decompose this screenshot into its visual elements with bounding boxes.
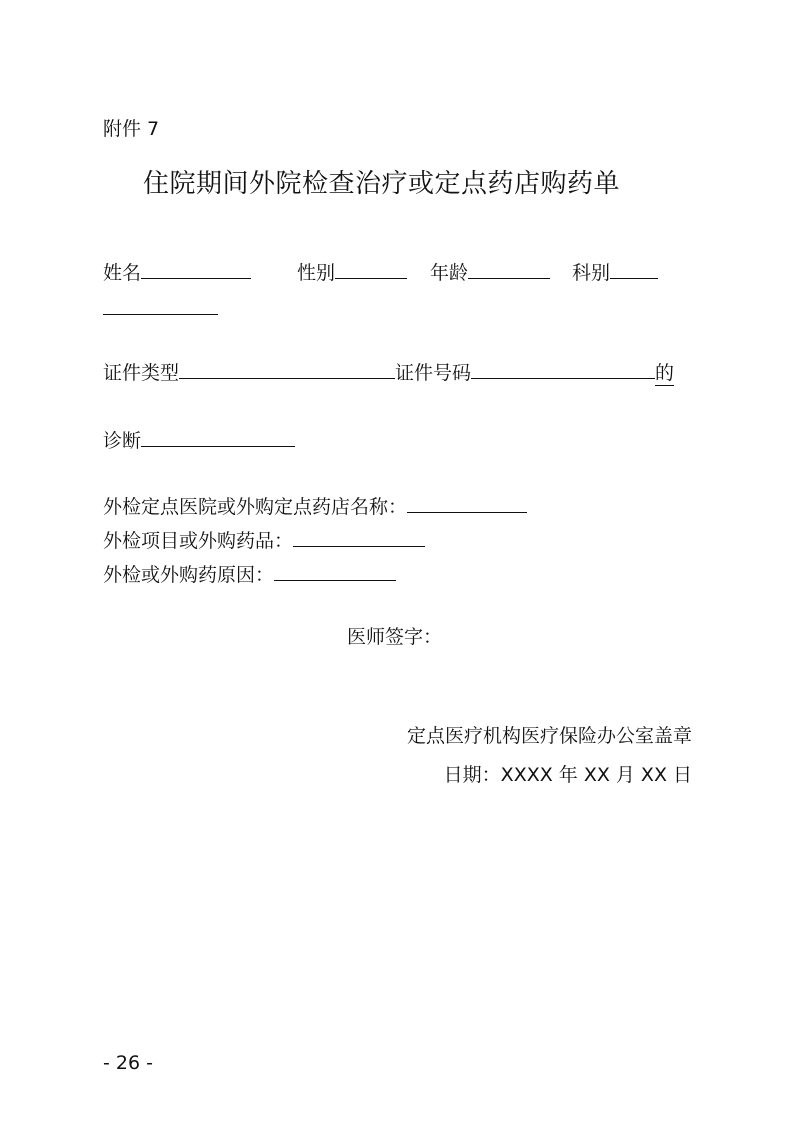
gender-field <box>297 258 407 285</box>
stamp-label: 定点医疗机构医疗保险办公室盖章 <box>406 725 692 747</box>
diagnosis-label: 诊断 <box>103 430 142 452</box>
age-field <box>430 258 550 285</box>
name-label: 姓名 <box>103 262 142 284</box>
id-number-label: 证件号码 <box>395 362 472 384</box>
id-suffix: 的 <box>655 362 675 384</box>
date-line <box>444 763 692 787</box>
name-field <box>103 258 251 285</box>
department-blank-continued[interactable] <box>103 314 218 315</box>
date-value: XXXX 年 XX 月 XX 日 <box>500 764 692 786</box>
external-items-blank[interactable] <box>293 526 425 547</box>
gender-blank[interactable] <box>335 258 407 279</box>
external-facility-blank[interactable] <box>407 492 527 513</box>
external-facility-label: 外检定点医院或外购定点药店名称： <box>103 496 408 518</box>
name-blank[interactable] <box>141 258 251 279</box>
date-label: 日期： <box>443 764 501 786</box>
department-label: 科别 <box>572 262 611 284</box>
id-type-blank[interactable] <box>179 358 395 379</box>
diagnosis-blank[interactable] <box>141 426 295 447</box>
page-title: 住院期间外院检查治疗或定点药店购药单 <box>143 169 621 199</box>
id-number-blank[interactable] <box>471 358 655 379</box>
diagnosis-field <box>103 426 295 453</box>
gender-label: 性别 <box>297 262 336 284</box>
external-reason-blank[interactable] <box>274 560 396 581</box>
external-items-field <box>103 526 425 553</box>
id-type-label: 证件类型 <box>103 362 180 384</box>
id-row <box>103 358 674 386</box>
page-number: - 26 - <box>103 1052 153 1074</box>
external-reason-field <box>103 560 396 587</box>
external-items-label: 外检项目或外购药品： <box>103 530 294 552</box>
external-reason-label: 外检或外购药原因： <box>103 564 275 586</box>
department-field <box>572 258 658 285</box>
department-blank[interactable] <box>610 258 658 279</box>
attachment-label: 附件 7 <box>103 118 160 140</box>
age-blank[interactable] <box>468 258 550 279</box>
age-label: 年龄 <box>430 262 469 284</box>
external-facility-field <box>103 492 527 519</box>
doctor-signature-label: 医师签字： <box>347 626 443 648</box>
